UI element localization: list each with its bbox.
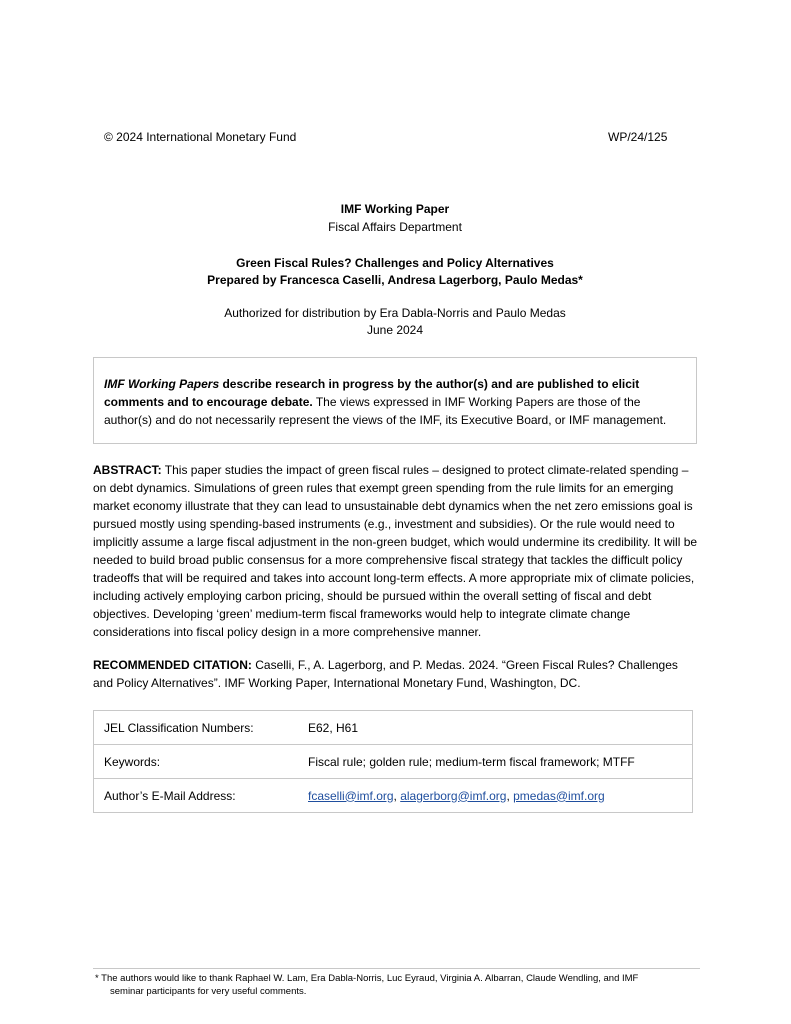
department-name: Fiscal Affairs Department <box>328 220 462 234</box>
footnote <box>95 972 695 998</box>
copyright-notice: © 2024 International Monetary Fund <box>104 130 297 144</box>
email-separator: , <box>393 788 401 803</box>
series-title: IMF Working Paper <box>340 202 450 216</box>
abstract-label: ABSTRACT: <box>93 463 162 477</box>
working-paper-number: WP/24/125 <box>608 130 668 144</box>
table-row <box>94 745 693 779</box>
keywords-label: Keywords: <box>94 745 309 779</box>
email-separator: , <box>506 788 514 803</box>
footnote-line-2: seminar participants for very useful comments. <box>110 986 307 997</box>
abstract-paragraph <box>93 461 699 641</box>
email-cell <box>308 779 693 813</box>
disclaimer-text: The views expressed in IMF Working Papers are those of the author(s) and do not necessarily represent the views of the IMF, its Executive Board, or IMF management. <box>104 395 667 427</box>
jel-value: E62, H61 <box>308 711 693 745</box>
disclaimer-box <box>93 357 697 444</box>
email-label: Author’s E-Mail Address: <box>94 779 309 813</box>
table-row <box>94 779 693 813</box>
paper-info-table <box>93 710 693 813</box>
disclaimer-lead: IMF Working Papers <box>104 377 220 391</box>
publication-date: June 2024 <box>366 323 424 337</box>
table-row <box>94 711 693 745</box>
authorization-line: Authorized for distribution by Era Dabla-Norris and Paulo Medas <box>224 306 566 320</box>
authors-line: Prepared by Francesca Caselli, Andresa Lagerborg, Paulo Medas* <box>207 273 583 287</box>
footnote-line-1: * The authors would like to thank Raphael W. Lam, Era Dabla-Norris, Luc Eyraud, Virginia A. Albarran, Claude Wendling, and IMF <box>95 973 639 984</box>
email-link-caselli[interactable]: fcaselli@imf.org <box>308 788 394 803</box>
citation-text: Caselli, F., A. Lagerborg, and P. Medas. 2024. “Green Fiscal Rules? Challenges and Policy Alternatives”. IMF Working Paper, International Monetary Fund, Washington, DC. <box>93 658 678 690</box>
citation-paragraph <box>93 656 699 692</box>
email-link-medas[interactable]: pmedas@imf.org <box>513 788 605 803</box>
footnote-divider <box>93 968 700 969</box>
abstract-text: This paper studies the impact of green fiscal rules – designed to protect climate-related spending – on debt dynamics. Simulations of green rules that exempt green spending from the rule limits for an emerging market economy illustrate that they can lead to unsustainable debt dynamics when the net zero emissions goal is pursued mostly using spending-based instruments (e.g., investment and subsidies). Or the rule would need to implicitly assume a large fiscal adjustment in the non-green budget, which would undermine its credibility. It will be needed to build broad public consensus for a more comprehensive fiscal strategy that tackles the difficult policy tradeoffs that will be required and takes into account long-term effects. A more appropriate mix of climate policies, including actively employing carbon pricing, should be pursued within the overall setting of fiscal and debt objectives. Developing ‘green’ medium-term fiscal frameworks would help to integrate climate change considerations into fiscal policy design in a more comprehensive manner. <box>93 463 698 639</box>
jel-label: JEL Classification Numbers: <box>94 711 309 745</box>
keywords-value: Fiscal rule; golden rule; medium-term fiscal framework; MTFF <box>308 745 693 779</box>
disclaimer-bold-text: describe research in progress by the author(s) and are published to elicit comments and to encourage debate. <box>104 377 640 409</box>
citation-label: RECOMMENDED CITATION: <box>93 658 252 672</box>
email-link-lagerborg[interactable]: alagerborg@imf.org <box>400 788 507 803</box>
paper-title: Green Fiscal Rules? Challenges and Policy Alternatives <box>236 256 554 270</box>
